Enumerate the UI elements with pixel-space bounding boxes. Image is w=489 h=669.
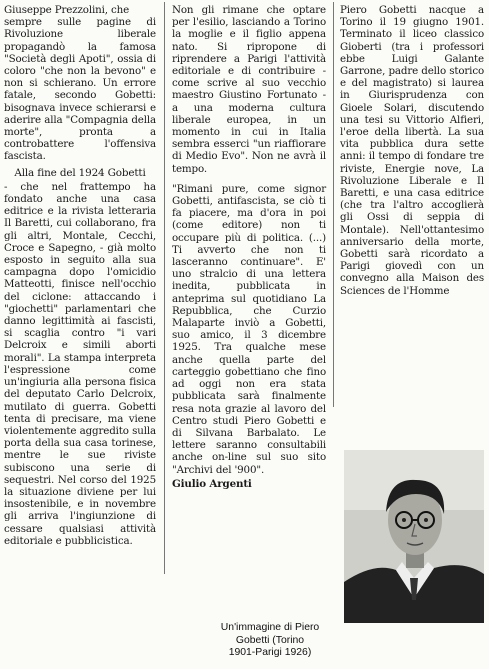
- photo-caption: [200, 622, 340, 660]
- caption-line-1: Un'immagine di Piero: [220, 622, 320, 633]
- biography-column: [340, 4, 484, 297]
- article-column-2: [172, 4, 326, 490]
- author-byline: Giulio Argenti: [172, 477, 252, 490]
- column-divider-2: [333, 2, 334, 407]
- paragraph: - che nel frattempo ha fondato anche una casa editrice e la rivista letteraria Il Baretti, cui collaborano, fra gli altri, Montale, Cecchi, Croce e Sapegno, - già molto esposto in seguito alla sua campagna dopo l'omicidio Matteotti, finisce nell'occhio del ciclone: attaccando i "giochetti" parlamentari che danno legittimità ai fascisti, si scaglia contro "i vari Delcroix e simili aborti morali". La stampa interpreta l'espressione come un'ingiuria alla persona fisica del deputato Carlo Delcroix, mutilato di guerra. Gobetti tenta di precisare, ma viene violentemente aggredito sulla porta della sua casa torinese, mentre le sue riviste subiscono una serie di sequestri. Nel corso del 1925 la situazione diviene per lui insostenibile, e in novembre gli arriva l'ingiunzione di cessare qualsiasi attività editoriale e pubblicistica.: [4, 180, 156, 547]
- article-column-1: [4, 4, 156, 547]
- paragraph: Giuseppe Prezzolini, che sempre sulle pagine di Rivoluzione liberale propagandò la famosa "Società degli Apoti", ossia di coloro "che non la bevono" e non si schierano. Un errore fatale, secondo Gobetti: bisognava invece schierarsi e aderire alla "Compagnia della morte", pronta a controbattere l'offensiva fascista.: [4, 4, 156, 163]
- paragraph-gap: [172, 175, 326, 183]
- section-subhead: Alla fine del 1924 Gobetti: [14, 166, 146, 179]
- portrait-photo: [344, 450, 484, 623]
- caption-line-3: 1901-Parigi 1926): [228, 647, 312, 658]
- paragraph: Piero Gobetti nacque a Torino il 19 giugno 1901. Terminato il liceo classico Gioberti (tra i professori ebbe Luigi Galante Garrone, padre dello storico e del magistrato) si laurea in Giurisprudenza con Gioele Solari, discutendo una tesi su Vittorio Alfieri, l'eroe della libertà. La sua vita pubblica dura sette anni: il tempo di fondare tre riviste, Energie nove, La Rivoluzione Liberale e Il Baretti, e una casa editrice (che tra l'altro accoglierà gli Ossi di seppia di Montale). Nell'ottantesimo anniversario della morte, Gobetti sarà ricordato a Parigi giovedì con un convegno alla Maison des Sciences de l'Homme: [340, 4, 484, 297]
- paragraph: Non gli rimane che optare per l'esilio, lasciando a Torino la moglie e il figlio appena nato. Si ripropone di riprendere a Parigi l'attività editoriale e di contribuire - come scrive al suo vecchio maestro Giustino Fortunato - a una moderna cultura liberale europea, in un momento in cui in Italia sembra esserci "un riaffiorare di Medio Evo". Non ne avrà il tempo.: [172, 4, 326, 175]
- column-divider-1: [164, 2, 165, 574]
- caption-line-2: Gobetti (Torino: [235, 634, 305, 646]
- paragraph: "Rimani pure, come signor Gobetti, antifascista, se ciò ti fa piacere, ma d'ora in poi (come editore) non ti occupare più di politica. (...) Ti avverto che non ti lasceranno continuare". E' uno stralcio di una lettera inedita, pubblicata in anteprima sul quotidiano La Repubblica, che Curzio Malaparte inviò a Gobetti, suo amico, il 3 dicembre 1925. Tra qualche mese anche quella parte del carteggio gobettiano che fino ad oggi non era stata pubblicata sarà finalmente resa nota grazie al lavoro del Centro studi Piero Gobetti e di Silvana Barbalato. Le lettere saranno consultabili anche on-line sul suo sito "Archivi del '900".: [172, 182, 326, 476]
- portrait-illustration: [344, 450, 484, 623]
